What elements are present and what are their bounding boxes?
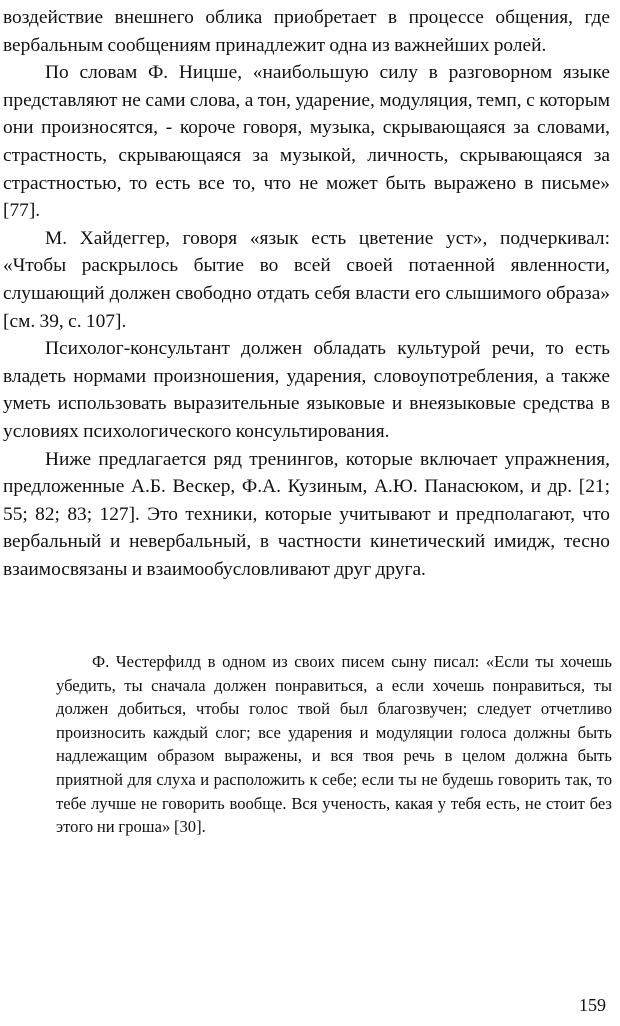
paragraph-5: Ниже предлагается ряд тренингов, которые включает упражнения, предложенные А.Б. Вескер, Ф.А. Кузиным, А.Ю. Панаcюком, и др. [21; 55; 82; 83; 127]. Это техники, которые учитывают и предполагают, что вербальный и невербальный, в частности кинетический имидж, тесно взаимосвязаны и взаимообусловливают друг друга. [3, 448, 610, 580]
paragraph-3: М. Хайдеггер, говоря «язык есть цветение уст», подчеркивал: «Чтобы раскрылось бытие во всей своей потаенной явленности, слушающий должен свободно отдать себя власти его слышимого образа» [см. 39, с. 107]. [3, 227, 610, 332]
page-number: 159 [579, 995, 606, 1015]
quote-text: Ф. Честерфилд в одном из своих писем сыну писал: «Если ты хочешь убедить, ты сначала должен понравиться, а если хочешь понравиться, ты должен добиться, чтобы голос твой был благозвучен; следует отчетливо произносить каждый слог; все ударения и модуляции голоса должны быть надлежащим образом выражены, и вся твоя речь в целом должна быть приятной для слуха и расположить к себе; если ты не будешь говорить так, то тебе лучше не говорить вообще. Вся ученость, какая у тебя есть, не стоит без этого ни гроша» [30]. [56, 652, 612, 837]
paragraph-2: По словам Ф. Ницше, «наибольшую силу в разговорном языке представляют не сами слова, а тон, ударение, модуляция, темп, с которым они произносятся, - короче говоря, музыка, скрывающаяся за словами, страстность, скрывающаяся за музыкой, личность, скрывающаяся за страстностью, то есть все то, что не может быть выражено в письме» [77]. [3, 62, 610, 222]
block-quote [56, 650, 612, 839]
paragraph-1: воздействие внешнего облика приобретает в процессе общения, где вербальным сообщениям принадлежит одна из важнейших ролей. [3, 7, 610, 56]
main-text [3, 4, 610, 583]
paragraph-4: Психолог-консультант должен обладать культурой речи, то есть владеть нормами произношения, ударения, словоупотребления, а также уметь использовать выразительные языковые и внеязыковые средства в условиях психологического консультирования. [3, 338, 610, 442]
